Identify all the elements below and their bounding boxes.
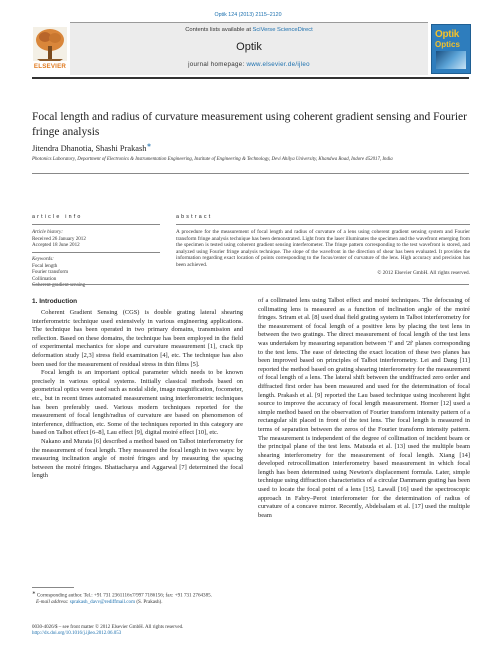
availability-text: Contents lists available at <box>185 27 253 33</box>
footnote-mark: ∗ <box>32 590 36 595</box>
issn-line: 0030-4026/$ – see front matter © 2012 Elsevier GmbH. All rights reserved. <box>32 625 184 630</box>
abstract-text: A procedure for the measurement of focal length and radius of curvature of a lens using coherent gradient sensing system and Fourier transform fringe analysis technique has been demonstrated. Light from the laser illuminates the specimen and the wavefront emerging from the specimen is tested using coherent gradient sensing interferometer. The fringe pattern corresponding to the test wavefront is stored, and analyzed using Fourier fringe analysis technique. The slope of the wavefront in the direction of shear has been evaluated. It provides the information regarding exact location of points corresponding to the focus/center of curvature of the lens. High accuracy and precision has been achieved. <box>176 229 470 268</box>
abstract-rule <box>176 224 470 225</box>
email-label: E-mail address: <box>36 599 70 606</box>
intro-right-column <box>258 297 470 520</box>
availability-line <box>70 27 428 33</box>
journal-citation[interactable]: Optik 124 (2013) 2115–2120 <box>214 12 282 18</box>
article-title: Focal length and radius of curvature measurement using coherent gradient sensing and Fourier fringe analysis <box>32 111 467 138</box>
homepage-link[interactable]: www.elsevier.de/ijleo <box>246 61 310 68</box>
sciencedirect-link[interactable]: SciVerse ScienceDirect <box>252 27 313 33</box>
publisher-wordmark: ELSEVIER <box>33 63 67 70</box>
corresponding-author-text <box>32 590 244 599</box>
accepted-date: Accepted 18 June 2012 <box>32 242 80 248</box>
abstract-heading: abstract <box>176 214 213 220</box>
issn-block <box>32 625 332 638</box>
abstract-bottom-rule <box>32 284 469 285</box>
corresponding-author-footnote <box>32 590 244 606</box>
keywords-rule <box>32 252 160 253</box>
intro-left-column <box>32 309 243 481</box>
received-date: Received 26 January 2012 <box>32 235 86 242</box>
introduction-heading: 1. Introduction <box>32 298 78 305</box>
journal-cover <box>431 24 471 74</box>
keyword: Coherent gradient sensing <box>32 282 86 288</box>
corresponding-author-contact: Corresponding author. Tel.: +91 731 2361116x7/997 7186156; fax: +91 731 2764385. <box>36 592 212 599</box>
keyword: Fourier transform <box>32 269 69 275</box>
article-history <box>32 229 162 249</box>
elsevier-logo <box>32 26 68 72</box>
article-info-rule <box>32 224 160 225</box>
abstract-copyright: © 2012 Elsevier GmbH. All rights reserved. <box>377 270 470 276</box>
intro-paragraph: Coherent Gradient Sensing (CGS) is double grating lateral shearing interferometric technique used extensively in various engineering applications. The technique has been operated in two primary domains, transmission and reflection. Based on these domains, the technique has been employed in the field of experimental mechanics for slope and curvature measurement [1], crack tip deformation study [2,3] stress field examination [4], etc. The technique has also been used for the measurement of residual stress in thin films [5]. <box>32 309 243 368</box>
keyword: Collimation <box>32 275 57 282</box>
intro-right-text: of a collimated lens using Talbot effect and moiré techniques. The defocusing of collimating lens is measured as a function of inclination angle of the moiré fringes. Sriram et al. [8] used dual field grating system in Talbot interferometry for the measurement of focal length of a positive lens by placing the test lens in between the two gratings. The direct measurement of focal length of the test lens was undertaken by measuring separation between 'f' and '2f' planes corresponding to the test lens. The ease of detecting the exact location of these two planes has been improved based on principles of Talbot interferometry. Lei and Dang [11] reported the method based on grating shearing interferometry for the measurement of focal length of a lens. The lateral shift between the undiffracted zero order and diffracted first order has been measured and used for the determination of focal length. Prakash et al. [9] reported the Lau based technique using incoherent light source to improve the accuracy of focal length measurement. Horner [12] used a simple method based on the observation of Fourier transform intensity pattern of a rectangular slit placed in front of the test lens. The focal length is measured in terms of separation between the zeros of the Fourier transform intensity pattern. The measurement is independent of the degree of collimation of incident beam or the principal plane of the test lens. Matsuda et al. [13] used the multiple beam shearing interferometry for the measurement of focal length. Xiang [14] developed retrocollimation interferometry based measurement in which focal length has been determined using Newton's displacement formula. Later, simple technique using diffraction characteristics of a circular Dammann grating has been used to locate the focal point of a lens [15]. Lawall [16] used the spectroscopic approach in Fabry–Perot interferometer for the determination of radius of curvature of a concave mirror. Recently, Abdelsalam et al. [17] used the multiple beam <box>258 297 470 519</box>
keywords-label: Keywords: <box>32 256 54 262</box>
cover-title: Optik <box>435 29 460 40</box>
article-info-heading: article info <box>32 214 83 220</box>
intro-paragraph: Focal length is an important optical parameter which needs to be known precisely in various optical systems. Initially classical methods based on geometrical optics were used such as nodal slide, image magnification, focometer, etc., but in recent times automated measurement using interferometric techniques has been preferably used. Various modern techniques reported for the measurement of focal length/radius of curvature are based on phenomenon of interference, diffraction, etc. Some of the techniques reported in this category are based on Talbot effect [6–8], Lau effect [9], digital moiré effect [10], etc. <box>32 369 243 437</box>
title-rule <box>32 173 469 174</box>
cover-image <box>436 51 466 69</box>
email-suffix: (S. Prakash). <box>135 599 163 606</box>
header-rule <box>32 77 469 79</box>
footnote-rule <box>32 587 74 588</box>
cover-subtitle: Optics <box>435 40 460 49</box>
journal-homepage <box>70 61 428 68</box>
article-authors <box>32 142 151 153</box>
homepage-prefix: journal homepage: <box>188 61 247 68</box>
author-names: Jitendra Dhanotia, Shashi Prakash <box>32 143 147 153</box>
author-footnote-mark[interactable]: ∗ <box>146 143 152 149</box>
intro-paragraph: Nakano and Murata [6] described a method based on Talbot interferometry for the measurement of focal length. They measured the focal length in two ways: by measuring inclination angle of moiré fringes and by measuring the spacing between the moiré fringes. Bhattacharya and Aggarwal [7] determined the focal length <box>32 437 243 480</box>
journal-name: Optik <box>236 41 262 53</box>
email-link[interactable]: sprakash_davv@rediffmail.com <box>69 599 136 606</box>
author-affiliation: Photonics Laboratory, Department of Electronics & Instrumentation Engineering, Institute of Engineering & Technology, Devi Ahilya University, Khandwa Road, Indore 452017, India <box>32 157 393 162</box>
doi-link[interactable]: http://dx.doi.org/10.1016/j.ijleo.2012.06.053 <box>32 631 122 637</box>
keyword: Focal length <box>32 262 58 269</box>
email-line <box>32 599 244 605</box>
history-label: Article history: <box>32 229 63 235</box>
journal-header <box>70 22 428 75</box>
